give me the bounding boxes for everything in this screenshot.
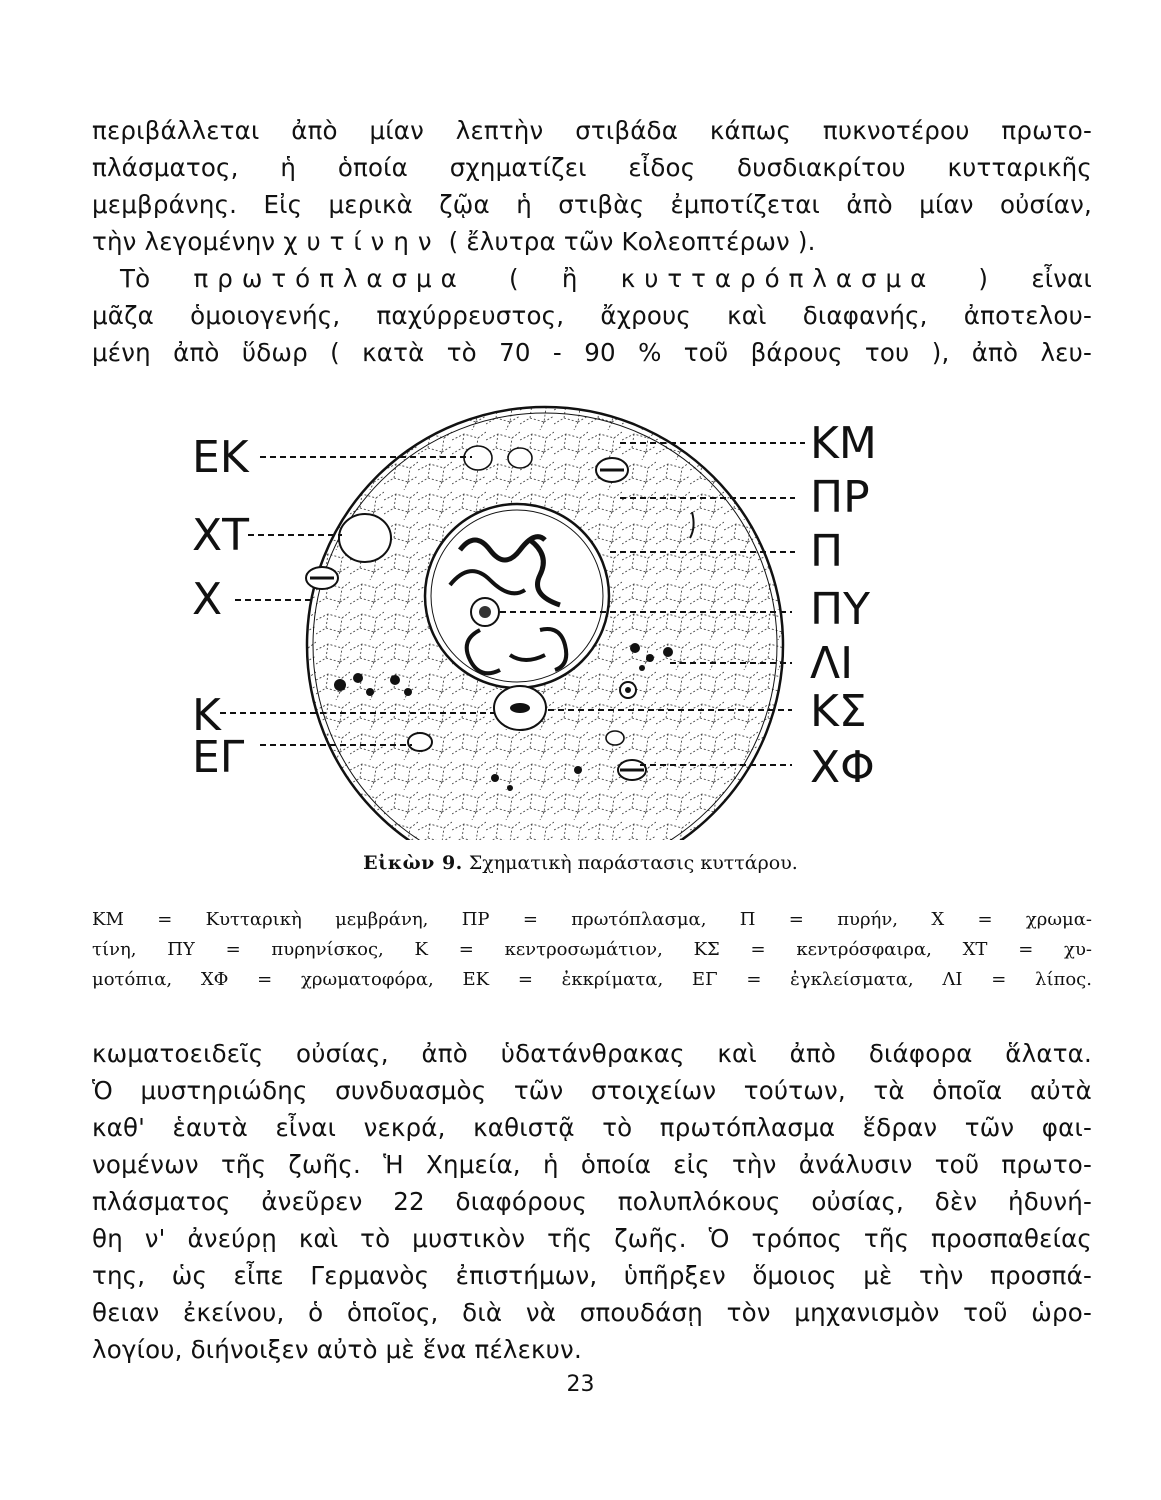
text-line: καθ' ἑαυτὰ εἶναι νεκρά, καθιστᾷ τὸ πρωτόπλασμα ἕδραν τῶν φαι- [92, 1113, 1092, 1142]
text-line [92, 223, 1092, 260]
figure-label-li: ΛΙ [810, 638, 854, 689]
figure-label-eg: ΕΓ [192, 732, 245, 783]
text-line: κωματοειδεῖς οὐσίας, ἀπὸ ὑδατάνθρακας καὶ ἀπὸ διάφορα ἅλατα. [92, 1039, 1092, 1068]
legend-line: τίνη, ΠΥ = πυρηνίσκος, Κ = κεντροσωμάτιον, ΚΣ = κεντρόσφαιρα, ΧΤ = χυ- [92, 939, 1092, 960]
cell-diagram-svg [180, 400, 900, 840]
text-fragment: ( ἢ [508, 264, 578, 293]
text-line: Ὁ μυστηριώδης συνδυασμὸς τῶν στοιχείων τούτων, τὰ ὁποῖα αὐτὰ [92, 1076, 1092, 1105]
inclusion [408, 733, 432, 751]
figure-label-x: Χ [192, 574, 223, 625]
secretion [508, 448, 532, 468]
figure-label-xf: ΧΦ [810, 742, 875, 793]
text-line: μᾶζα ὁμοιογενής, παχύρρευστος, ἄχρους καὶ διαφανής, ἀποτελου- [92, 301, 1092, 330]
page-number: 23 [566, 1372, 595, 1397]
text-fragment: ) εἶναι [978, 264, 1092, 293]
text-fragment: ( ἔλυτρα τῶν Κολεοπτέρων ). [448, 227, 816, 256]
text-line: θειαν ἐκείνου, ὁ ὁποῖος, διὰ νὰ σπουδάσῃ τὸν μηχανισμὸν τοῦ ὡρο- [92, 1298, 1092, 1327]
figure-label-py: ΠΥ [810, 584, 870, 635]
figure-label-p: Π [810, 526, 844, 577]
caption-text: Σχηματικὴ παράστασις κυττάρου. [468, 852, 798, 874]
text-line: πλάσματος, ἡ ὁποία σχηματίζει εἶδος δυσδιακρίτου κυτταρικῆς [92, 153, 1092, 182]
paragraph-top [92, 112, 1092, 371]
spaced-term-cytoplasm: κυτταρόπλασμα [620, 264, 936, 293]
text-line: νομένων τῆς ζωῆς. Ἡ Χημεία, ἡ ὁποία εἰς τὴν ἀνάλυσιν τοῦ πρωτο- [92, 1150, 1092, 1179]
figure-label-k: Κ [192, 690, 221, 741]
legend-line: μοτόπια, ΧΦ = χρωματοφόρα, ΕΚ = ἐκκρίματα, ΕΓ = ἐγκλείσματα, ΛΙ = λίπος. [92, 969, 1092, 990]
figure-caption [0, 852, 1161, 874]
figure-label-km: ΚΜ [810, 418, 877, 469]
text-line: της, ὡς εἶπε Γερμανὸς ἐπιστήμων, ὑπῆρξεν ὅμοιος μὲ τὴν προσπά- [92, 1261, 1092, 1290]
figure-legend [92, 905, 1092, 995]
figure-label-ks: ΚΣ [810, 686, 867, 737]
text-line: μένη ἀπὸ ὕδωρ ( κατὰ τὸ 70 - 90 % τοῦ βάρους του ), ἀπὸ λευ- [92, 338, 1092, 367]
figure-label-ek: ΕΚ [192, 432, 249, 483]
text-line: θη ν' ἀνεύρῃ καὶ τὸ μυστικὸν τῆς ζωῆς. Ὁ τρόπος τῆς προσπαθείας [92, 1224, 1092, 1253]
legend-line: ΚΜ = Κυτταρικὴ μεμβράνη, ΠΡ = πρωτόπλασμα, Π = πυρήν, Χ = χρωμα- [92, 909, 1092, 930]
text-fragment: τὴν λεγομένην [92, 227, 276, 256]
nucleus [425, 504, 609, 688]
spaced-term-protoplasm: πρωτόπλασμα [193, 264, 466, 293]
figure-label-xt: ΧΤ [192, 510, 250, 561]
text-fragment: Τὸ [120, 264, 151, 293]
text-line: λογίου, διήνοιξεν αὐτὸ μὲ ἕνα πέλεκυν. [92, 1335, 582, 1364]
inclusion [606, 731, 624, 745]
figure-label-pr: ΠΡ [810, 472, 870, 523]
cell-diagram [180, 400, 900, 840]
vacuole [339, 514, 391, 562]
text-line [92, 260, 1092, 297]
text-line: περιβάλλεται ἀπὸ μίαν λεπτὴν στιβάδα κάπως πυκνοτέρου πρωτο- [92, 116, 1092, 145]
text-line: μεμβράνης. Εἰς μερικὰ ζῷα ἡ στιβὰς ἐμποτίζεται ἀπὸ μίαν οὐσίαν, [92, 190, 1092, 219]
paragraph-bottom [92, 1035, 1092, 1368]
text-line: πλάσματος ἀνεῦρεν 22 διαφόρους πολυπλόκους οὐσίας, δὲν ἠδυνή- [92, 1187, 1092, 1216]
centrosome [510, 703, 530, 713]
secretion [464, 446, 492, 470]
spaced-term-chitin: χυτίνην [283, 227, 441, 256]
caption-head: Εἰκὼν 9. [363, 852, 463, 874]
